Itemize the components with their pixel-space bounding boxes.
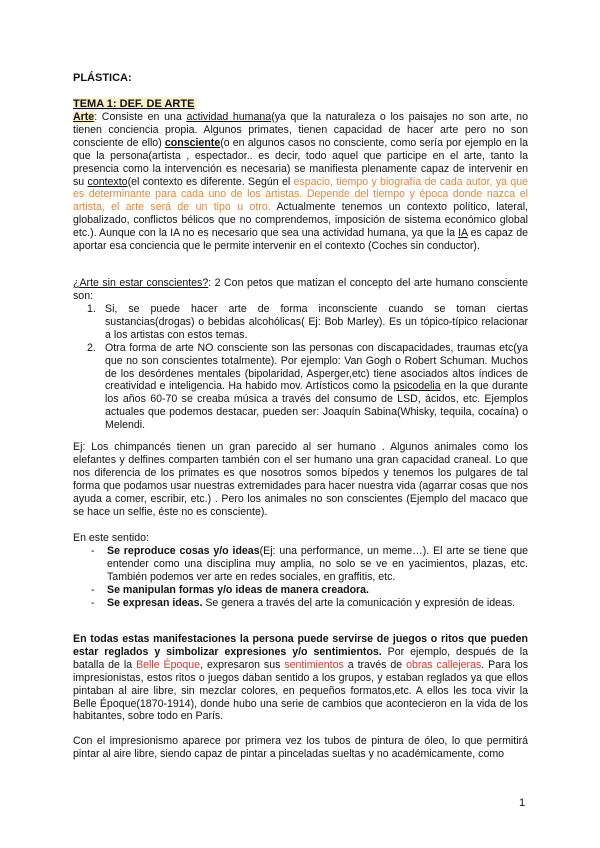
term-contexto: contexto [87, 175, 128, 188]
list-item: - Se manipulan formas y/o ideas de manera creadora. [91, 583, 370, 596]
list-item: 1. Si, se puede hacer arte de forma inconsciente cuando se toman ciertas sustancias(drogas) o bebidas alcohólicas( Ej: Bob Marley). Es un tópico-típico relacionar a los artistas con estos temas. [87, 303, 528, 341]
question-heading: ¿Arte sin estar conscientes? [73, 277, 209, 289]
paragraph-question: ¿Arte sin estar conscientes?: 2 Con petos que matizan el concepto del arte humano consciente son: [73, 277, 528, 302]
term-actividad-humana: actividad humana [186, 111, 272, 123]
term-sentimientos: sentimientos [284, 658, 344, 671]
list-item: - Se reproduce cosas y/o ideas(Ej: una performance, un meme…). El arte se tiene que entender como una disciplina muy amplia, no solo se ve en yacimientos, plazas, etc. También podemos ver arte en redes sociales, en graffitis, etc. [91, 545, 528, 583]
paragraph-chimpanzees: Ej: Los chimpancés tienen un gran parecido al ser humano . Algunos animales como los elefantes y delfines comparten también con el ser humano una gran capacidad craneal. Lo que nos diferencia de los primates es que nosotros somos bípedos y tenemos los pulgares de tal forma que podamos usar nuestras extremidades para hacer nuestra vida (agarrar cosas que nos ayuda a comer, escribir, etc.) . Pero los animales no son conscientes (Ejemplo del macaco que se hace un selfie, éste no es consciente). [73, 441, 528, 518]
term-obras-callejeras: obras callejeras [406, 658, 482, 671]
list-item: 2. Otra forma de arte NO consciente son las personas con discapacidades, traumas etc(ya que no son conscientes totalmente). Por ejemplo: Van Gogh o Robert Schuman. Muchos de los desórdenes mentales (bipolaridad, Asperger,etc) tiene asociados altos índices de creatividad e inteligencia. Ha habido mov. Artísticos como la psicodelia en la que durante los años 60-70 se creaba música a través del consumo de LSD, ácidos, etc. Ejemplos actuales que podemos destacar, pueden ser: Joaquín Sabina(Whisky, tequila, cocaína) o Melendi. [87, 341, 528, 432]
numbered-list [73, 303, 528, 432]
paragraph-definition: Arte: Consiste en una actividad humana(ya que la naturaleza o los paisajes no son arte, no tienen conciencia propia. Algunos primates, tienen capacidad de hacer arte pero no son consciente de ello) consciente(o en algunos casos no consciente, como sería por ejemplo en la que la persona(artista , espectador.. es decir, todo aquel que participe en el arte, tanto la presencia como la intervención es necesaria) se manifiesta plenamente capaz de intervenir en su contexto(el contexto es diferente. Según el espacio, tiempo y biografía de cada autor, ya que es determinante para cada uno de los artistas. Depende del tiempo y época donde nazca el artista, el arte será de un tipo u otro. Actualmente tenemos un contexto político, lateral, globalizado, conflictos bélicos que no comprendemos, imposición de sistema económico global etc.). Aunque con la IA no es necesario que sea una actividad humana, ya que la IA es capaz de aportar esa conciencia que le permite intervenir en el contexto (Coches sin conductor). [73, 111, 528, 253]
dash-list [73, 545, 528, 610]
document-title: PLÁSTICA: [73, 72, 132, 84]
term-consciente: consciente [164, 136, 221, 149]
page-number: 1 [519, 797, 526, 809]
term-psicodelia: psicodelia [393, 380, 441, 393]
list-item: - Se expresan ideas. Se genera a través del arte la comunicación y expresión de ideas. [91, 596, 516, 609]
section-heading: TEMA 1: DEF. DE ARTE [73, 98, 195, 110]
term-belle-epoque: Belle Époque [136, 658, 201, 671]
bold-statement: En todas estas manifestaciones la persona puede servirse de juegos o ritos que pueden estar reglados y simbolizar expresiones y/o sentimientos. [73, 633, 528, 658]
paragraph-sentido: En este sentido: [73, 532, 149, 544]
highlight-orange-text: espacio, tiempo y biografía de cada autor, ya que es determinante para cada uno de los artistas. Depende del tiempo y época donde nazca el artista, el arte será de un tipo u otro. [73, 175, 528, 214]
term-arte: Arte [73, 111, 95, 123]
term-ia: IA [458, 227, 468, 240]
paragraph-impresionismo: Con el impresionismo aparece por primera vez los tubos de pintura de óleo, lo que permitirá pintar al aire libre, siendo capaz de pintar a pinceladas sueltas y no académicamente, como [73, 735, 528, 760]
paragraph-manifestaciones: En todas estas manifestaciones la persona puede servirse de juegos o ritos que pueden estar reglados y simbolizar expresiones y/o sentimientos. Por ejemplo, después de la batalla de la Belle Époque, expresaron sus sentimientos a través de obras callejeras. Para los impresionistas, estos ritos o juegos daban sentido a los grupos, y estaban reglados ya que ellos pintaban al aire libre, sin mezclar colores, en pequeños formatos,etc. A ellos les toca vivir la Belle Époque(1870-1914), donde hubo una serie de cambios que acontecieron en la vida de los habitantes, sobre todo en París. [73, 633, 529, 723]
